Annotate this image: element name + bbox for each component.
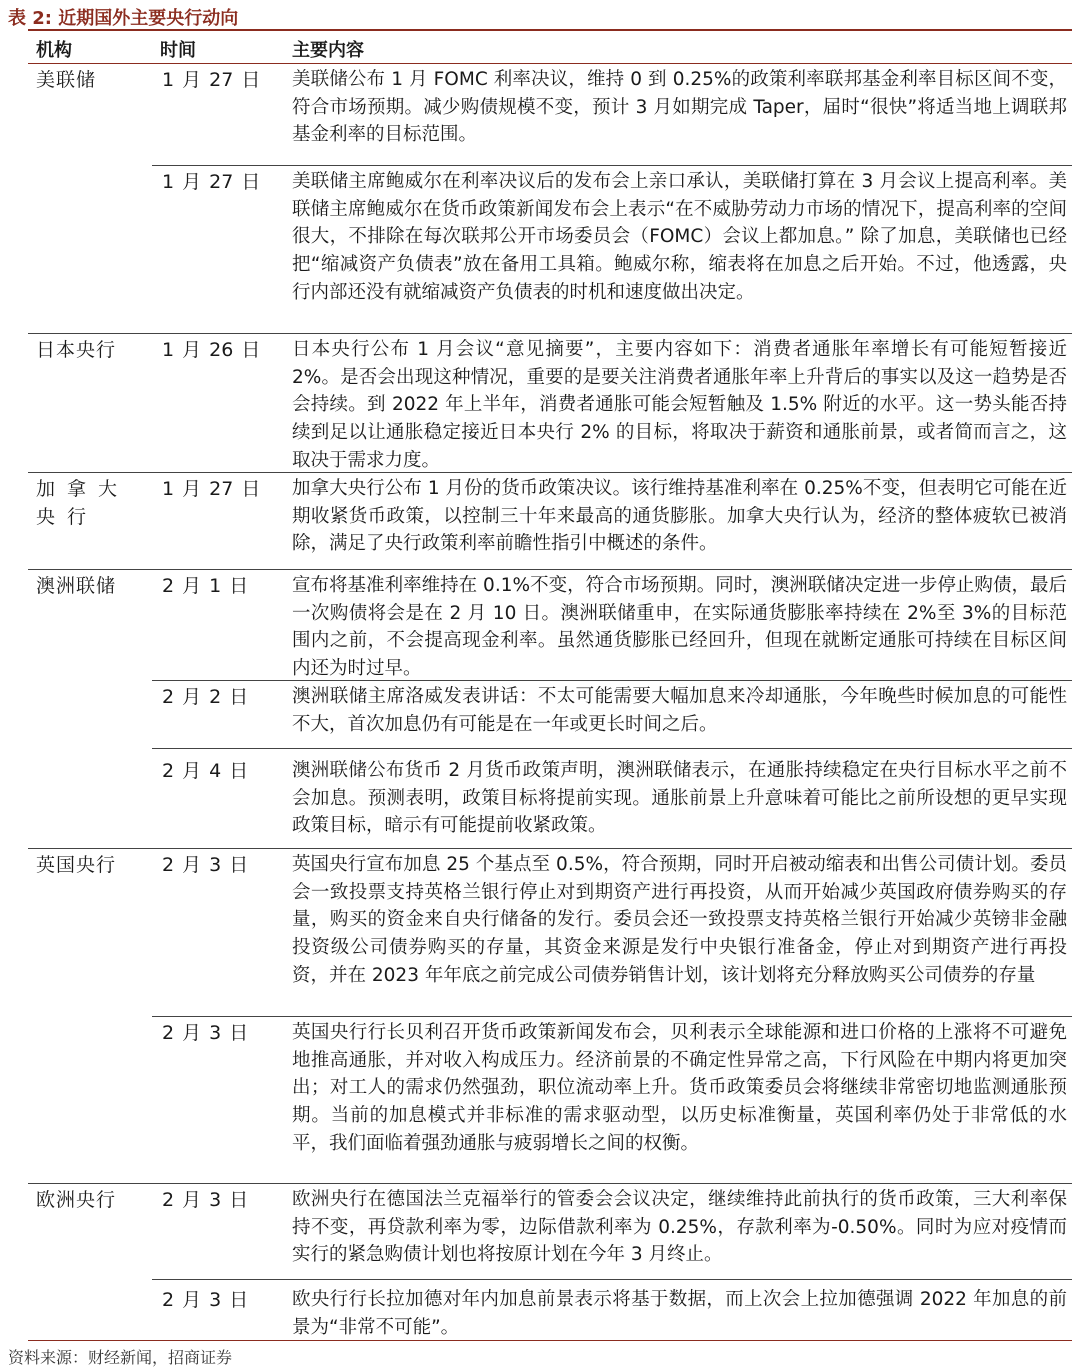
content-cell: 美联储主席鲍威尔在利率决议后的发布会上亲口承认，美联储打算在 3 月会议上提高利率。美联储主席鲍威尔在货币政策新闻发布会上表示“在不威胁劳动力市场的情况下，提高利率的空间很大，不排除在每次联邦公开市场委员会（FOMC）会议上都加息。” 除了加息，美联储也已经把“缩减资产负债表”放在备用工具箱。鲍威尔称，缩表将在加息之后开始。不过，他透露，央行内部还没有就缩减资产负债表的时机和速度做出决定。 (292, 171, 1067, 303)
institution-cell: 英国央行 (36, 854, 117, 876)
source-note: 资料来源：财经新闻，招商证券 (8, 1348, 233, 1367)
content-cell: 英国央行行长贝利召开货币政策新闻发布会，贝利表示全球能源和进口价格的上涨将不可避免地推高通胀，并对收入构成压力。经济前景的不确定性异常之高，下行风险在中期内将更加突出；对工人的需求仍然强劲，职位流动率上升。货币政策委员会将继续非常密切地监测通胀预期。当前的加息模式并非标准的需求驱动型，以历史标准衡量，英国利率仍处于非常低的水平，我们面临着强劲通胀与疲弱增长之间的权衡。 (292, 1022, 1067, 1154)
table-header (28, 31, 1072, 64)
content-cell: 澳洲联储主席洛威发表讲话：不太可能需要大幅加息来冷却通胀，今年晚些时候加息的可能性不大，首次加息仍有可能是在一年或更长时间之后。 (292, 686, 1067, 735)
table-title: 表 2: 近期国外主要央行动向 (8, 8, 239, 29)
table-row (152, 165, 1072, 333)
header-content: 主要内容 (292, 40, 364, 61)
date-cell: 2 月 2 日 (162, 686, 249, 708)
institution-cell: 澳洲联储 (36, 575, 117, 597)
content-cell: 欧央行行长拉加德对年内加息前景表示将基于数据，而上次会上拉加德强调 2022 年加息的前景为“非常不可能”。 (292, 1289, 1067, 1338)
date-cell: 2 月 3 日 (162, 1022, 249, 1044)
table-row (28, 569, 1072, 680)
table-row (0, 64, 1080, 165)
date-cell: 1 月 27 日 (162, 478, 261, 500)
table-row (28, 472, 1072, 569)
content-cell: 日本央行公布 1 月会议“意见摘要”，主要内容如下：消费者通胀年率增长有可能短暂接近 2%。是否会出现这种情况，重要的是要关注消费者通胀年率上升背后的事实以及这一趋势是否会持续。到 2022 年上半年，消费者通胀可能会短暂触及 1.5% 附近的水平。这一势头能否持续到足以让通胀稳定接近日本央行 2% 的目标，将取决于薪资和通胀前景，或者简而言之，这取决于需求力度。 (292, 339, 1067, 471)
content-cell: 宣布将基准利率维持在 0.1%不变，符合市场预期。同时，澳洲联储决定进一步停止购债，最后一次购债将会是在 2 月 10 日。澳洲联储重申，在实际通货膨胀率持续在 2%至 3%的目标范围内之前，不会提高现金利率。虽然通货膨胀已经回升，但现在就断定通胀可持续在目标区间内还为时过早。 (292, 575, 1067, 680)
table-row (152, 1279, 1072, 1339)
table-row (152, 1016, 1072, 1183)
date-cell: 1 月 27 日 (162, 69, 261, 91)
content-cell: 加拿大央行公布 1 月份的货币政策决议。该行维持基准利率在 0.25%不变，但表明它可能在近期收紧货币政策，以控制三十年来最高的通货膨胀。加拿大央行认为，经济的整体疲软已被消除，满足了央行政策利率前瞻性指引中概述的条件。 (292, 478, 1067, 555)
header-institution: 机构 (36, 40, 72, 61)
content-cell: 欧洲央行在德国法兰克福举行的管委会会议决定，继续维持此前执行的货币政策，三大利率保持不变，再贷款利率为零，边际借款利率为 0.25%，存款利率为-0.50%。同时为应对疫情而实行的紧急购债计划也将按原计划在今年 3 月终止。 (292, 1189, 1067, 1266)
table-row (28, 848, 1072, 1016)
table-row (28, 1183, 1072, 1279)
date-cell: 2 月 1 日 (162, 575, 249, 597)
header-time: 时间 (160, 40, 196, 61)
date-cell: 2 月 3 日 (162, 1189, 249, 1211)
table-body (0, 64, 1080, 1339)
content-cell: 澳洲联储公布货币 2 月货币政策声明，澳洲联储表示，在通胀持续稳定在央行目标水平之前不会加息。预测表明，政策目标将提前实现。通胀前景上升意味着可能比之前所设想的更早实现政策目标，暗示有可能提前收紧政策。 (292, 760, 1067, 837)
date-cell: 2 月 4 日 (162, 760, 249, 782)
institution-cell: 美联储 (36, 69, 97, 91)
date-cell: 2 月 3 日 (162, 1289, 249, 1311)
footer-rule (28, 1340, 1072, 1341)
content-cell: 英国央行宣布加息 25 个基点至 0.5%，符合预期，同时开启被动缩表和出售公司债计划。委员会一致投票支持英格兰银行停止对到期资产进行再投资，从而开始减少英国政府债券购买的存量，购买的资金来自央行储备的发行。委员会还一致投票支持英格兰银行开始减少英镑非金融投资级公司债券购买的存量，其资金来源是发行中央银行准备金，停止对到期资产进行再投资，并在 2023 年年底之前完成公司债券销售计划，该计划将充分释放购买公司债券的存量 (292, 854, 1067, 986)
table-row (152, 748, 1072, 848)
institution-cell: 日本央行 (36, 339, 117, 361)
date-cell: 2 月 3 日 (162, 854, 249, 876)
table-row (28, 333, 1072, 472)
content-cell: 美联储公布 1 月 FOMC 利率决议，维持 0 到 0.25%的政策利率联邦基金利率目标区间不变，符合市场预期。减少购债规模不变，预计 3 月如期完成 Taper，届时“很快”将适当地上调联邦基金利率的目标范围。 (292, 69, 1067, 146)
date-cell: 1 月 27 日 (162, 171, 261, 193)
table-row (152, 680, 1072, 748)
institution-cell: 加拿大央行 (36, 478, 130, 528)
institution-cell: 欧洲央行 (36, 1189, 117, 1211)
date-cell: 1 月 26 日 (162, 339, 261, 361)
